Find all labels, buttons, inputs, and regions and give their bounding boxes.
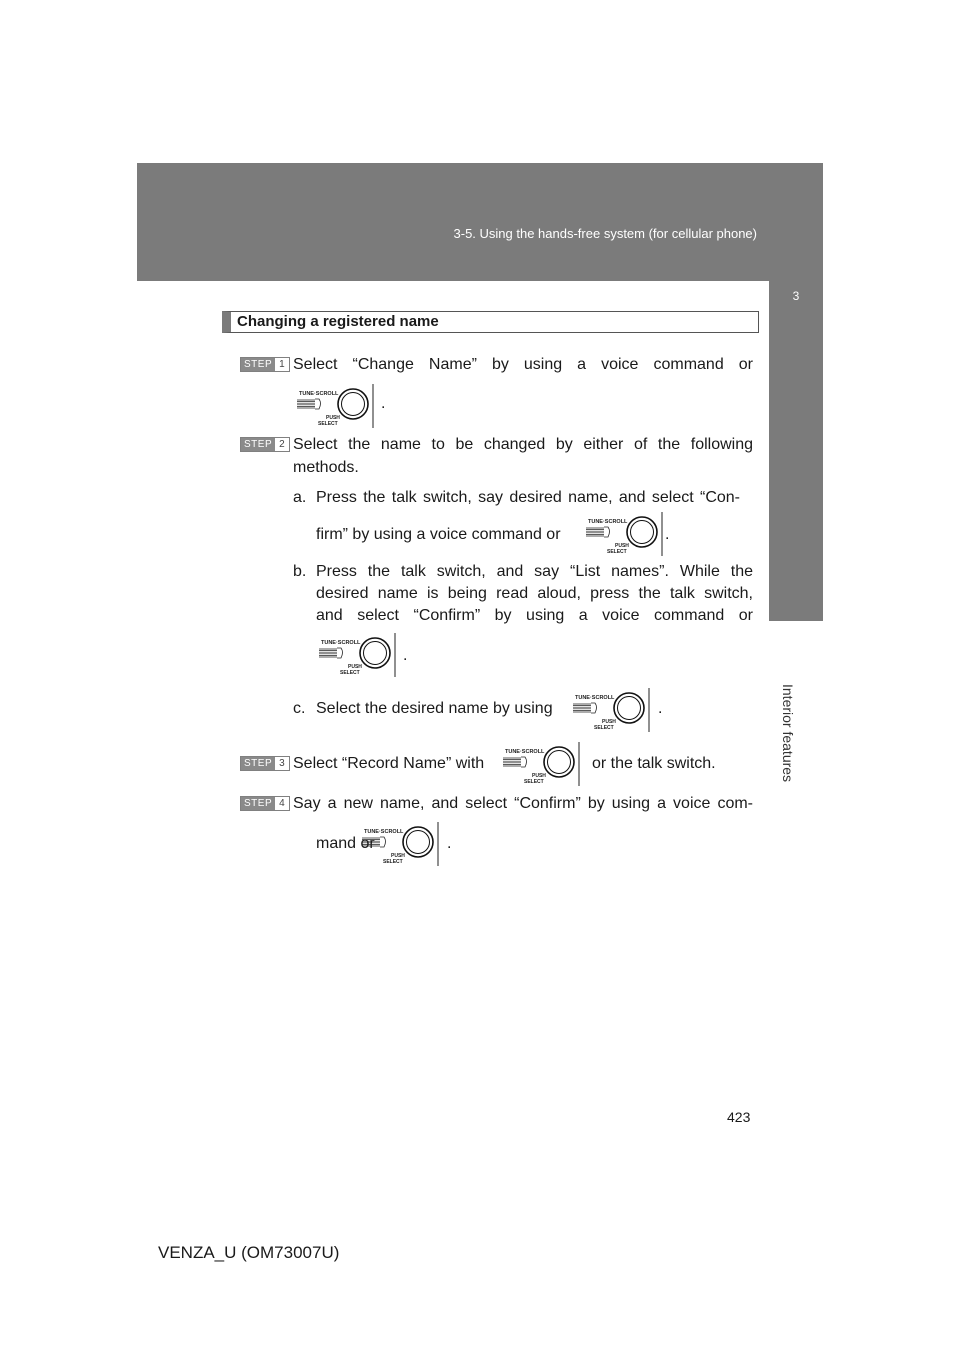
step-badge-1 (240, 357, 290, 372)
header-section-title: 3-5. Using the hands-free system (for cellular phone) (453, 226, 757, 241)
tune-scroll-knob-icon (354, 822, 440, 866)
step-word: STEP (241, 797, 275, 810)
step-badge-4 (240, 796, 290, 811)
section-title: Changing a registered name (222, 311, 759, 333)
substep-b-letter: b. (293, 563, 307, 580)
step-4-period: . (447, 835, 452, 852)
knob-label-push: PUSH (532, 773, 546, 779)
step-word: STEP (241, 358, 275, 371)
tune-scroll-knob-icon (565, 688, 651, 732)
knob-label-tune-scroll: TUNE·SCROLL (299, 391, 339, 397)
chapter-number: 3 (792, 289, 800, 303)
step-4-line-2: mand or (316, 835, 375, 852)
knob-label-select: SELECT (383, 859, 403, 865)
tune-scroll-knob-icon (311, 633, 397, 677)
chapter-title: Interior features (780, 684, 796, 783)
substep-b-period: . (403, 647, 408, 664)
tune-scroll-knob-icon (578, 512, 664, 556)
substep-a-letter: a. (293, 489, 307, 506)
substep-a-period: . (665, 526, 670, 543)
substep-c-line-1: Select the desired name by using (316, 700, 553, 717)
step-number: 4 (279, 798, 286, 809)
substep-a-line-2: firm” by using a voice command or (316, 526, 561, 543)
chapter-tab (769, 281, 823, 621)
tune-scroll-knob-icon (289, 384, 375, 428)
step-2-line-1: Select the name to be changed by either of the following (293, 436, 753, 453)
step-number: 3 (279, 758, 286, 769)
step-1-period: . (381, 395, 386, 412)
substep-b-line-1: Press the talk switch, and say “List names”. While the (316, 563, 753, 580)
step-word: STEP (241, 757, 275, 770)
step-4-line-1: Say a new name, and select “Confirm” by using a voice com- (293, 795, 753, 812)
knob-label-push: PUSH (391, 853, 405, 859)
knob-label-tune-scroll: TUNE·SCROLL (321, 640, 361, 646)
page-number: 423 (727, 1109, 751, 1125)
knob-label-select: SELECT (340, 670, 360, 676)
step-number: 2 (279, 439, 286, 450)
knob-label-push: PUSH (326, 415, 340, 421)
knob-label-select: SELECT (607, 549, 627, 555)
step-3-text: Select “Record Name” with (293, 755, 485, 772)
substep-c-period: . (658, 700, 663, 717)
substep-c-letter: c. (293, 700, 306, 717)
knob-label-push: PUSH (615, 543, 629, 549)
step-badge-3 (240, 756, 290, 771)
knob-label-tune-scroll: TUNE·SCROLL (364, 829, 404, 835)
step-number: 1 (279, 359, 286, 370)
tune-scroll-knob-icon (495, 742, 581, 786)
knob-label-tune-scroll: TUNE·SCROLL (505, 749, 545, 755)
step-word: STEP (241, 438, 275, 451)
knob-label-select: SELECT (318, 421, 338, 427)
knob-label-tune-scroll: TUNE·SCROLL (588, 519, 628, 525)
substep-a-line-1: Press the talk switch, say desired name, and select “Con- (316, 489, 740, 506)
substep-b-line-3: and select “Confirm” by using a voice command or (316, 607, 753, 624)
substep-b-line-2: desired name is being read aloud, press the talk switch, (316, 585, 753, 602)
step-2-line-2: methods. (293, 459, 359, 476)
step-badge-2 (240, 437, 290, 452)
knob-label-select: SELECT (594, 725, 614, 731)
step-1-text: Select “Change Name” by using a voice command or (293, 356, 753, 373)
knob-label-push: PUSH (602, 719, 616, 725)
knob-label-push: PUSH (348, 664, 362, 670)
document-code: VENZA_U (OM73007U) (158, 1243, 340, 1262)
step-3-after-knob: or the talk switch. (592, 755, 716, 772)
knob-label-tune-scroll: TUNE·SCROLL (575, 695, 615, 701)
knob-label-select: SELECT (524, 779, 544, 785)
header-band (137, 163, 823, 281)
